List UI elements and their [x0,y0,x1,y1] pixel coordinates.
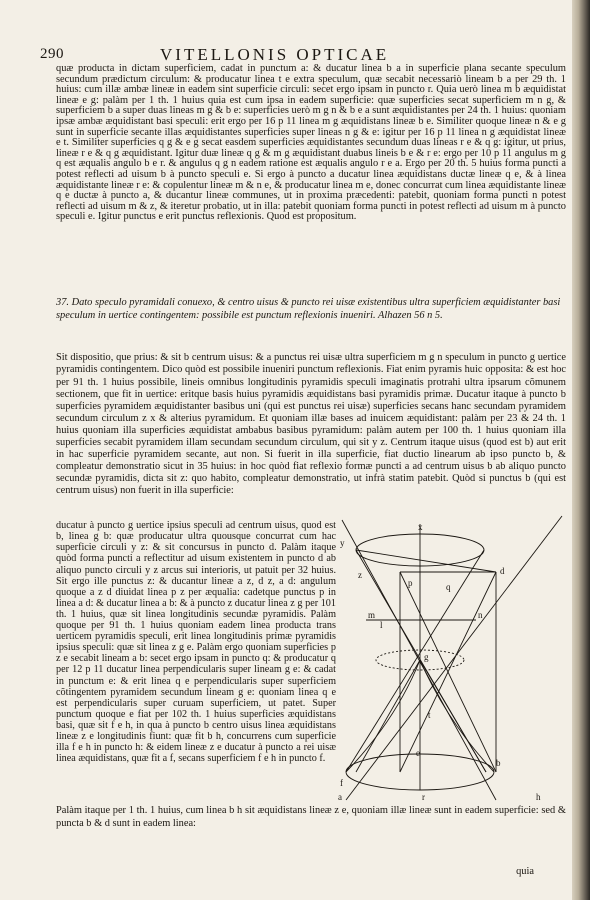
pyramid-edge-right [346,516,562,800]
paragraph-1-text: quæ producta in dictam superficiem, cadat in punctum a: & ducatur linea b a in superficie plana secante speculum secundum prædictum circulum: & producatur linea t e extra speculum, quæ secabit necessariò lineam b a per 29 th. 1 huius: cum illæ ambæ lineæ in eadem sint superficie circuli: secet ergo ipsam in puncto r. Quia uerò linea m b æquidistat lineæ e g: palàm per 1 th. 1 huius quia est cum ipsa in eadem superficie: quæ superficies secat superficiem m n g, & superficiem b a super duas lineas m g & b e: superficies uerò m g n & b e a sunt æquidistantes per 24 th. 1 huius: quoniam ipsæ ambæ æquidistant basi speculi: erit ergo per 16 p 11 linea m g æquidistans lineæ b e. Similiter quoque lineæ n & e g sunt in superficie secante illas æquidistantes superficies super lineas n g & e: igitur per 16 p 11 linea n g æquidistat lineæ e t. Similiter superficies q g & e g secat easdem superficies æquidistantes secundum duas lineas r e & q g: igitur, ut prius, lineæ r e & q g æquidistant. Igitur duæ lineæ q g & m g æquidistant duabus lineis b e & r e: ergo per 10 p 11 angulus m g q est æqualis angulo b e r. & angulus q g n eadem ratione est æqualis angulo r e a. Ergo per 20 th. 5 huius forma puncti a potest reflecti ad uisum b à puncto speculi e. Si ergo à puncto a ducatur linea æquidistans ductæ lineæ q e, & à linea æquidistante lineæ r e: & copulentur lineæ m & n e, & producatur linea m e, donec concurrat cum linea æquidistante lineæ q e ductæ à puncto a, & ducantur lineæ communes, ut in proxima præcedenti: patebit, quoniam forma puncti n potest reflecti ad uisum m & z, & iteretur probatio, ut in illa: patebit quoniam forma puncti in potest reflecti ad uisum m à puncto speculi e. Igitur punctus e erit punctus reflexionis. Quod est propositum. [56,63,566,223]
paragraph-1 [56,64,566,223]
label-n: n [478,610,483,620]
line-z-d [356,550,496,572]
page-number: 290 [40,46,64,62]
proposition-heading [56,296,566,322]
paragraph-3 [56,510,336,774]
figure-diagram [336,510,564,804]
label-b: b [496,758,501,768]
label-g: g [424,652,429,662]
figure-labels [338,522,541,802]
label-y: y [340,538,345,548]
paragraph-4-text: Palàm itaque per 1 th. 1 huius, cum linea b h sit æquidistans lineæ z e, quoniam illæ lineæ sunt in eadem superficie: sed & puncta b & d sunt in eadem linea: [56,805,566,829]
label-a: a [338,792,342,802]
paragraph-4 [56,795,566,840]
paragraph-2-text: Sit dispositio, que prius: & sit b centrum uisus: & a punctus rei uisæ ultra superficiem m g n speculum in puncto g uertice pyramidis contingentem. Dico quòd est possibile inueniri punctum reflexionis. Fiat enim pyramis huic opposita: & est hoc per 91 th. 1 huius possibile, lineis omnibus longitudinis pyramidis speculi imaginatis protrahi ultra ipsarum cõmunem sectionem, que fit in uertice: eritque basis huius pyramidis æquidistans basi pyramidis primæ. Ducatur itaque à puncto b superficies pyramidem æquidistanter basibus uni (qui est punctus rei uisæ) superficies secans hanc secundam pyramidem secundum circulum z x & alterius pyramidum. Et quoniam illæ bases ad inuicem æquidistant: palàm per 23 & 24 th. 1 huius quoniam illa superficies æquidistat ambabus basibus pyramidum: palàm autem per 100 th. 1 huius quoniam illa superficies secabit pyramidem illam secundam secundum circulum, qui sit y z. Centrum itaque uisus (quod est b) aut erit in hac superficie pyramidem secante, aut non. Si fuerit in illa superficie, fiat ductio linearum ab ipso puncto b, & compleatur demonstratio sicut in 35 huius: in hoc quòd fiat reflexio formæ puncti a ad centrum uisus b ab aliquo puncto secundæ pyramidis, dicta sit z: quo habito, compleatur demonstratio, ut infrà statim patebit. Quòd si punctus b (qui est centrum uisus) non fuerit in illa superficie: [56,352,566,497]
label-h: h [536,792,541,802]
label-z: z [358,570,362,580]
label-x: x [418,522,423,532]
label-d: d [500,566,505,576]
running-title: VITELLONIS OPTICAE [160,45,390,64]
catchword: quia [516,866,534,877]
label-f: f [340,778,343,788]
label-l: l [380,620,383,630]
paragraph-3-text: ducatur à puncto g uertice ipsius speculi ad centrum uisus, quod est b, linea g b: quæ producatur ultra quousque concurrat cum hac superficie circuli y z: & sit concursus in puncto d. Palàm itaque quòd forma puncti a reflectitur ad uisum existentem in puncto d ab aliquo puncto circuli y z arcus sui interioris, ut patuit per 32 huius. Sit ergo ille punctus z: & ducantur lineæ a z, d z, a d: angulum quoque a z d diuidat linea p z per æqualia: cadetque punctus p in linea a d: & ducatur linea a b: & à puncto z ducatur linea z g per 101 th. 1 huius, quæ sit linea longitudinis secundæ pyramidis. Palàm quoque per 91 th. 1 huius quoniam eadem linea producta trans uerticem pyramidis speculi, erit linea longitudinis primæ pyramidis ipsius speculi: quæ sit linea z g e. Palàm ergo quoniam superficies p z e secabit lineam a b: secet ergo ipsam in puncto q: & producatur q per 12 p 11 ducatur linea perpendicularis super lineam g e: & cadat in punctum e: & erit linea q e perpendicularis super superficiem cõtingentem pyramidem secundum lineam g e: quoniam linea q e est perpendicularis super curuam superficiem, ut patet. Super punctum quoque e fiat per 102 th. 1 huius superficies æquidistans basi, quæ sit f e h, in qua à puncto b centro uisus linea æquidistans lineæ z e longitudinis fiunt: quæ fit b h, concurrens cum superficie illa f e h in puncto h: & eidem lineæ z e ducatur à puncto a rei uisæ linea æquidistans, quæ fit a f, secans superficiem f e h in puncto f. [56,520,336,765]
pyramid-edge-left [342,520,496,800]
label-m: m [368,610,376,620]
paragraph-2 [56,342,566,508]
label-p: p [408,578,413,588]
proposition-text: 37. Dato speculo pyramidali conuexo, & centro uisus & puncto rei uisæ existentibus ultra superficiem æquidistanter basi speculum in uertice contingentem: possibile est punctum reflexionis inueniri. Alhazen 56 n 5. [56,297,561,321]
page-fore-edge [572,0,590,900]
geometric-figure [336,510,564,804]
curve-right [420,660,494,772]
curve-left [346,660,420,772]
label-r: r [422,792,425,802]
label-t: t [428,710,431,720]
label-q: q [446,582,451,592]
label-e: e [416,748,420,758]
